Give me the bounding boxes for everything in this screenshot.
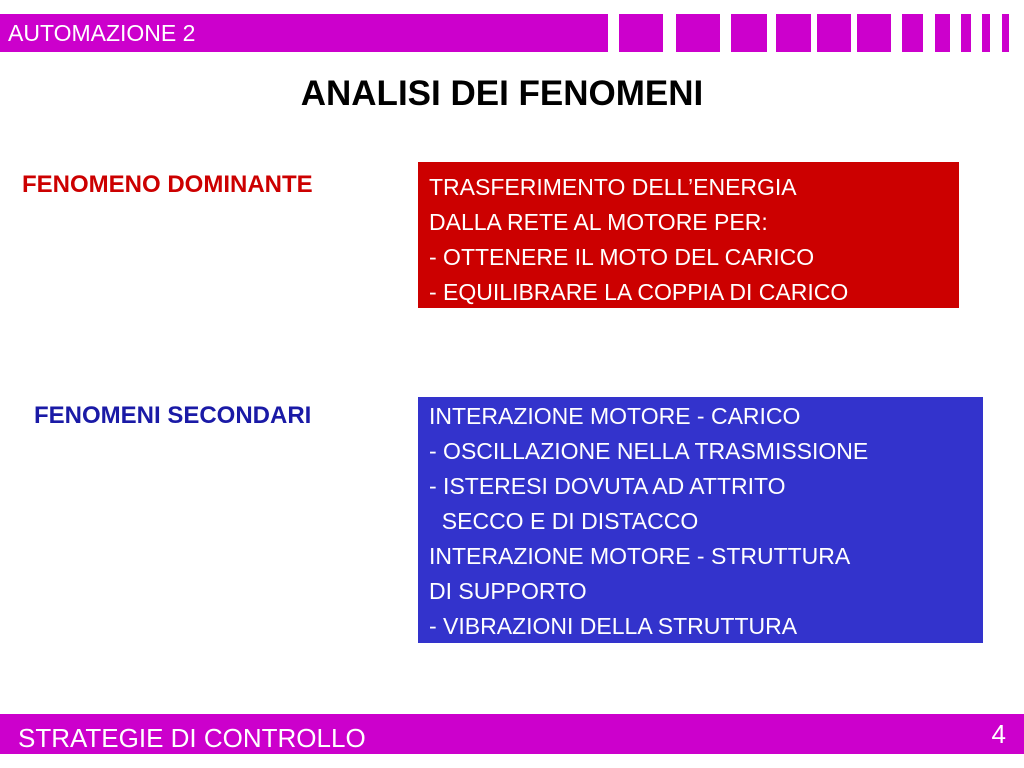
dominant-line: DALLA RETE AL MOTORE PER: [429, 209, 768, 235]
secondary-line: DI SUPPORTO [429, 578, 587, 604]
footer-bar [0, 714, 1024, 754]
header-decor-square-2 [676, 14, 720, 52]
dominant-line: - OTTENERE IL MOTO DEL CARICO [429, 244, 815, 270]
header-decor-square-7 [902, 14, 923, 52]
secondary-phenomena-label: FENOMENI SECONDARI [34, 402, 312, 429]
header-bar [0, 14, 608, 52]
page-title: ANALISI DEI FENOMENI [300, 74, 704, 113]
secondary-phenomena-box [418, 397, 983, 643]
secondary-line: INTERAZIONE MOTORE - CARICO [429, 403, 801, 429]
header-decor-square-3 [731, 14, 767, 52]
secondary-line: - OSCILLAZIONE NELLA TRASMISSIONE [429, 438, 869, 464]
secondary-line: INTERAZIONE MOTORE - STRUTTURA [429, 543, 851, 569]
dominant-line: - EQUILIBRARE LA COPPIA DI CARICO [429, 279, 849, 305]
header-decor-square-6 [857, 14, 891, 52]
header-title: AUTOMAZIONE 2 [8, 20, 196, 46]
secondary-line: - VIBRAZIONI DELLA STRUTTURA [429, 613, 798, 639]
page-number: 4 [991, 719, 1006, 749]
header-decor-square-10 [982, 14, 990, 52]
dominant-phenomenon-label: FENOMENO DOMINANTE [22, 171, 313, 198]
secondary-line: - ISTERESI DOVUTA AD ATTRITO [429, 473, 786, 499]
header-decor-square-4 [776, 14, 811, 52]
secondary-line: SECCO E DI DISTACCO [429, 508, 699, 534]
dominant-line: TRASFERIMENTO DELL’ENERGIA [429, 174, 797, 200]
header-decor-square-9 [961, 14, 971, 52]
header-decor-square-5 [817, 14, 851, 52]
header-decor-square-8 [935, 14, 950, 52]
header-decor-square-1 [619, 14, 663, 52]
header-decor-square-11 [1002, 14, 1009, 52]
footer-title: STRATEGIE DI CONTROLLO [18, 723, 366, 753]
dominant-phenomenon-box [418, 162, 959, 308]
